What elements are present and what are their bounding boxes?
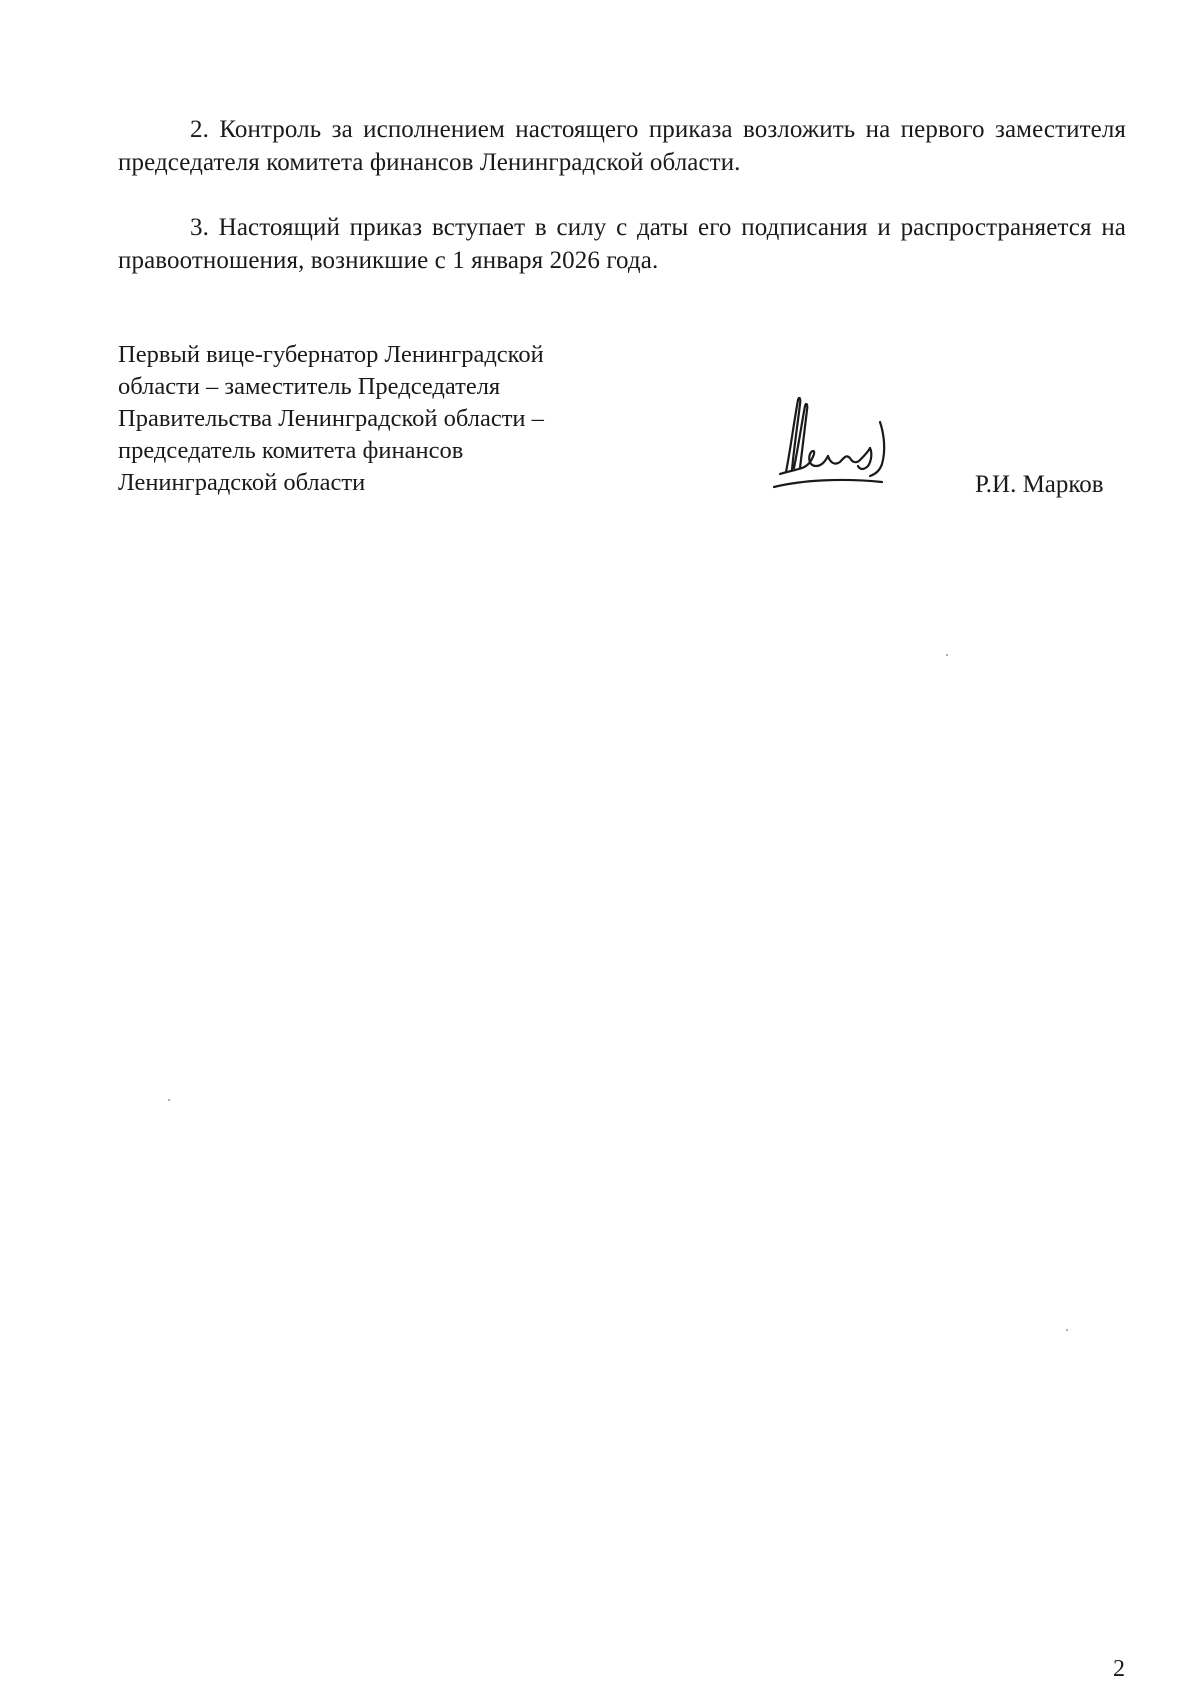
scan-speck bbox=[168, 1099, 170, 1101]
signatory-position-line: Ленинградской области bbox=[118, 469, 366, 496]
handwritten-signature bbox=[772, 392, 902, 497]
signatory-position-line: Первый вице-губернатор Ленинградской bbox=[118, 341, 544, 368]
paragraph-3 bbox=[118, 211, 1126, 277]
signatory-position-line: Правительства Ленинградской области – bbox=[118, 405, 544, 432]
scan-speck bbox=[1066, 1329, 1068, 1331]
paragraph-2-text: 2. Контроль за исполнением настоящего приказа возложить на первого заместителя председателя комитета финансов Ленинградской области. bbox=[118, 116, 1126, 176]
signatory-name: Р.И. Марков bbox=[975, 471, 1104, 498]
page-number: 2 bbox=[1113, 1656, 1125, 1682]
signatory-position bbox=[118, 339, 678, 499]
signatory-position-line: председатель комитета финансов bbox=[118, 437, 464, 464]
scan-speck bbox=[946, 654, 948, 656]
signatory-position-line: области – заместитель Председателя bbox=[118, 373, 501, 400]
paragraph-2 bbox=[118, 113, 1126, 179]
paragraph-3-text: 3. Настоящий приказ вступает в силу с даты его подписания и распространяется на правоотношения, возникшие с 1 января 2026 года. bbox=[118, 214, 1126, 274]
